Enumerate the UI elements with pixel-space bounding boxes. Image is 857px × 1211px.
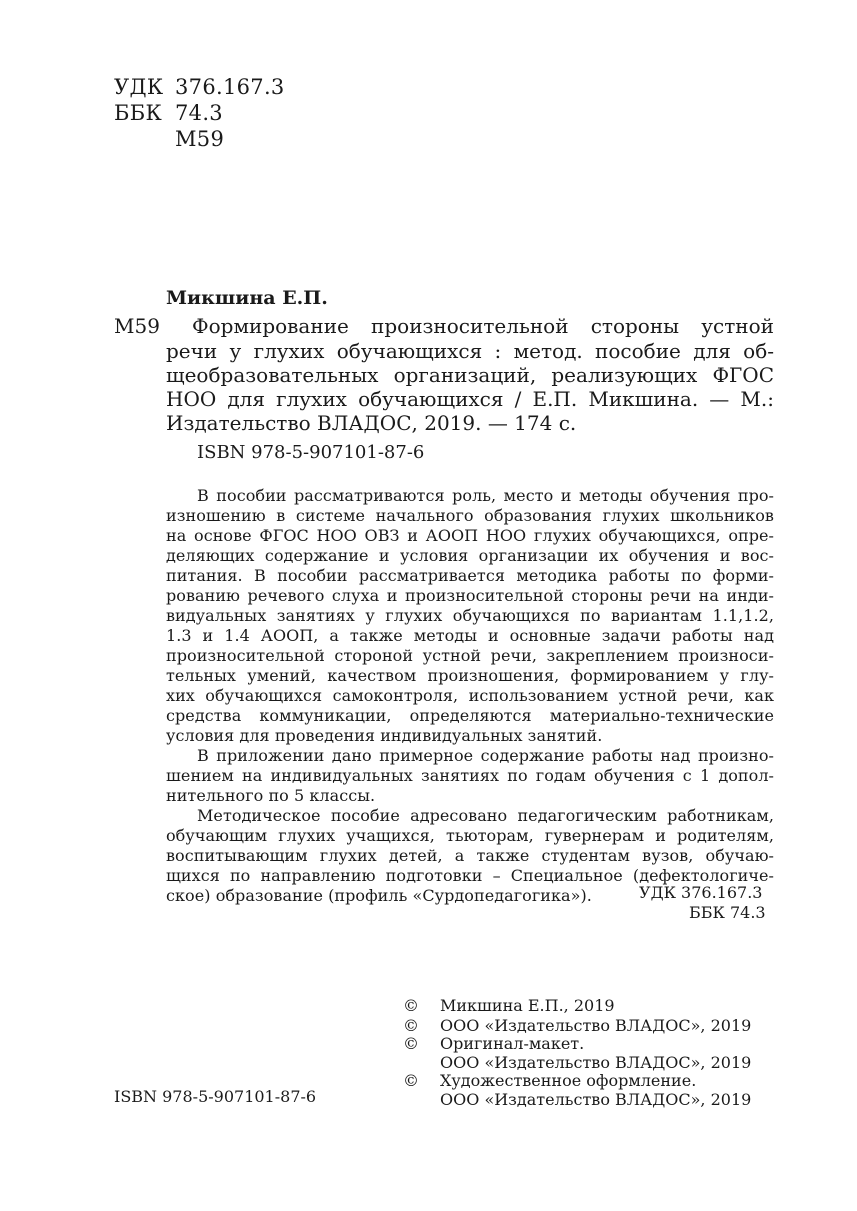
bib-line-2: речи у глухих обучающихся : метод. пособие для об- (166, 339, 774, 363)
copyright-sign: © (403, 1016, 419, 1035)
annotation-line: видуальных занятиях у глухих обучающихся по вариантам 1.1,1.2, (166, 606, 774, 625)
annotation-line: шением на индивидуальных занятиях по годам обучения с 1 допол- (166, 766, 774, 785)
author-name: Микшина Е.П. (166, 287, 328, 309)
cutter-mark: М59 (114, 314, 160, 338)
annotation-line: произносительной стороной устной речи, закреплением произноси- (166, 646, 774, 665)
annotation-line: рованию речевого слуха и произносительной стороны речи на инди- (166, 586, 774, 605)
annotation-line: обучающим глухих учащихся, тьюторам, гувернерам и родителям, (166, 826, 774, 845)
annotation-line: хих обучающихся самоконтроля, использованием устной речи, как (166, 686, 774, 705)
annotation-line: на основе ФГОС НОО ОВЗ и АООП НОО глухих обучающихся, опре- (166, 526, 774, 545)
udk-code: 376.167.3 (175, 75, 285, 99)
copyright-line: Оригинал-макет. (440, 1034, 585, 1053)
annotation-line: питания. В пособии рассматривается методика работы по форми- (166, 566, 774, 585)
annotation-line: изношению в системе начального образования глухих школьников (166, 506, 774, 525)
annotation-line: Методическое пособие адресовано педагогическим работникам, (197, 806, 774, 825)
annotation-line: 1.3 и 1.4 АООП, а также методы и основные задачи работы над (166, 626, 774, 645)
annotation-line: воспитывающим глухих детей, а также студентам вузов, обучаю- (166, 846, 774, 865)
annotation-line: деляющих содержание и условия организации их обучения и вос- (166, 546, 774, 565)
udk-label: УДК (114, 75, 164, 99)
annotation-line: нительного по 5 классы. (166, 786, 376, 805)
cutter-top: М59 (175, 127, 225, 151)
annotation-line: тельных умений, качеством произношения, формированием у глу- (166, 666, 774, 685)
bbk-top (114, 101, 223, 125)
udk-bottom: УДК 376.167.3 (639, 883, 763, 902)
udk-top (114, 75, 285, 99)
bbk-bottom: ББК 74.3 (689, 903, 766, 922)
annotation-line: средства коммуникации, определяются материально-технические (166, 706, 774, 725)
annotation-line: ское) образование (профиль «Сурдопедагогика»). (166, 886, 592, 905)
bib-line-5: Издательство ВЛАДОС, 2019. — 174 с. (166, 411, 577, 435)
isbn-bottom: ISBN 978-5-907101-87-6 (114, 1087, 317, 1106)
annotation-line: В приложении дано примерное содержание работы над произно- (197, 746, 774, 765)
bbk-code: 74.3 (175, 101, 223, 125)
copyright-line: ООО «Издательство ВЛАДОС», 2019 (440, 1016, 752, 1035)
annotation-line: В пособии рассматриваются роль, место и методы обучения про- (197, 486, 774, 505)
bib-line-1: Формирование произносительной стороны устной (192, 314, 774, 338)
copyright-sign: © (403, 1071, 419, 1090)
annotation-line: условия для проведения индивидуальных занятий. (166, 726, 603, 745)
bib-line-3: щеобразовательных организаций, реализующих ФГОС (166, 363, 774, 387)
annotation-line: щихся по направлению подготовки – Специальное (дефектологиче- (166, 866, 774, 885)
copyright-line: Микшина Е.П., 2019 (440, 996, 615, 1015)
bbk-label: ББК (114, 101, 163, 125)
bib-line-4: НОО для глухих обучающихся / Е.П. Микшина. — М.: (166, 387, 774, 411)
copyright-line: ООО «Издательство ВЛАДОС», 2019 (440, 1053, 752, 1072)
copyright-line: ООО «Издательство ВЛАДОС», 2019 (440, 1090, 752, 1109)
isbn-main: ISBN 978-5-907101-87-6 (197, 442, 425, 463)
copyright-sign: © (403, 996, 419, 1015)
copyright-line: Художественное оформление. (440, 1071, 697, 1090)
copyright-sign: © (403, 1034, 419, 1053)
